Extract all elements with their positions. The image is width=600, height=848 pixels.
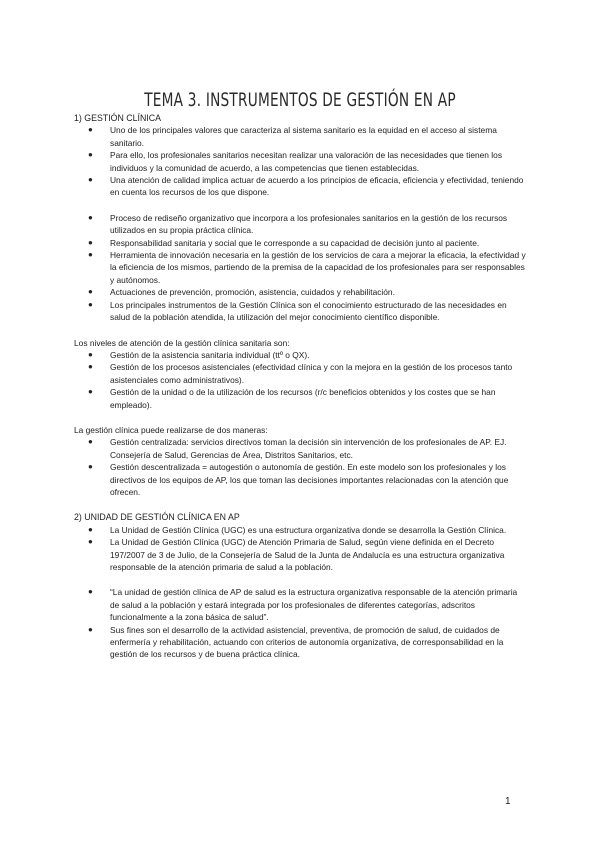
list-item: ● La Unidad de Gestión Clínica (UGC) es una estructura organizativa donde se desarrolla la Gestión Clínica.: [88, 524, 507, 535]
list-item: ● La Unidad de Gestión Clínica (UGC) de Atención Primaria de Salud, según viene definida en el Decreto 197/2007 de 3 de Julio, de la Consejería de Salud de la Junta de Andalucía es una estructura organizativa responsable de la atención primaria de salud a la población.: [88, 537, 505, 572]
list-item: ● Sus fines son el desarrollo de la actividad asistencial, preventiva, de promoción de salud, de cuidados de enfermería y rehabilitación, actuando con criterios de autonomía organizativa, de corresponsabilidad en la gestión de los recursos y de buena práctica clínica.: [88, 624, 504, 660]
bullet-icon: ●: [88, 624, 93, 634]
document-body: [74, 112, 526, 661]
list-item: ● Actuaciones de prevención, promoción, asistencia, cuidados y rehabilitación.: [88, 287, 395, 298]
bullet-icon: ●: [88, 125, 93, 135]
ways-intro: La gestión clínica puede realizarse de dos maneras:: [74, 424, 268, 435]
bullet-icon: ●: [88, 349, 93, 359]
list-item: ● Gestión centralizada: servicios directivos toman la decisión sin intervención de los profesionales de AP. EJ. Consejería de Salud, Gerencias de Área, Distritos Sanitarios, etc.: [88, 437, 507, 460]
spacer: [74, 199, 526, 212]
bullet-icon: ●: [88, 150, 93, 160]
bullet-list: [74, 124, 526, 198]
list-item: ● Proceso de rediseño organizativo que incorpora a los profesionales sanitarios en la gestión de los recursos utilizados en su propia práctica clínica.: [88, 212, 508, 236]
bullet-list: [74, 212, 526, 324]
list-item: ● Gestión de la unidad o de la utilización de los recursos (r/c beneficios obtenidos y los costes que se han empleado).: [88, 387, 496, 410]
bullet-list: [74, 349, 526, 411]
bullet-list: [74, 524, 526, 574]
list-item: ● Herramienta de innovación necesaria en la gestión de los servicios de cara a mejorar la eficacia, la efectividad y la eficiencia de los mismos, partiendo de la premisa de la capacidad de los profesionales para ser responsables y autónomos.: [88, 250, 526, 285]
section-heading-gestion-clinica: 1) GESTIÓN CLÍNICA: [74, 113, 162, 123]
bullet-icon: ●: [88, 250, 93, 260]
bullet-icon: ●: [88, 387, 93, 397]
bullet-icon: ●: [88, 237, 93, 247]
bullet-icon: ●: [88, 524, 93, 534]
list-item: ● Uno de los principales valores que caracteriza al sistema sanitario es la equidad en el acceso al sistema sanitario.: [88, 125, 497, 148]
levels-intro: Los niveles de atención de la gestión clínica sanitaria son:: [74, 337, 290, 348]
list-item: ● “La unidad de gestión clínica de AP de salud es la estructura organizativa responsable de la atención primaria de salud a la población y estará integrada por los profesionales de diferentes categorías, adscritos funcionalmente a la zona básica de salud”.: [88, 587, 518, 623]
spacer: [74, 324, 526, 337]
list-item: ● Los principales instrumentos de la Gestión Clínica son el conocimiento estructurado de las necesidades en salud de la población atendida, la utilización del mejor conocimiento científico disponible.: [88, 299, 507, 323]
page-number: 1: [505, 796, 511, 807]
bullet-icon: ●: [88, 462, 93, 472]
list-item: ● Gestión de los procesos asistenciales (efectividad clínica y con la mejora en la gestión de los procesos tanto asistenciales como administrativos).: [88, 362, 513, 385]
list-item: ● Para ello, los profesionales sanitarios necesitan realizar una valoración de las necesidades que tienen los individuos y la comunidad de acuerdo, a las competencias que tienen establecidas.: [88, 150, 503, 173]
bullet-icon: ●: [88, 212, 93, 222]
spacer: [74, 498, 526, 511]
page-title: TEMA 3. INSTRUMENTOS DE GESTIÓN EN AP: [144, 88, 456, 111]
spacer: [74, 411, 526, 424]
bullet-list: [74, 586, 526, 660]
list-item: ● Una atención de calidad implica actuar de acuerdo a los principios de eficacia, eficiencia y efectividad, teniendo en cuenta los recursos de los que dispone.: [88, 175, 524, 198]
list-item: ● Gestión de la asistencia sanitaria individual (ttº o QX).: [88, 349, 310, 360]
bullet-icon: ●: [88, 299, 93, 309]
bullet-icon: ●: [88, 287, 93, 297]
bullet-list: [74, 436, 526, 498]
bullet-icon: ●: [88, 362, 93, 372]
section-heading-unidad-gestion: 2) UNIDAD DE GESTIÓN CLÍNICA EN AP: [74, 512, 240, 523]
bullet-icon: ●: [88, 437, 93, 447]
list-item: ● Gestión descentralizada = autogestión o autonomía de gestión. En este modelo son los profesionales y los directivos de los equipos de AP, los que toman las decisiones importantes relacionadas con la atención que ofrecen.: [88, 462, 509, 497]
bullet-icon: ●: [88, 587, 93, 597]
bullet-icon: ●: [88, 537, 93, 547]
bullet-icon: ●: [88, 175, 93, 185]
list-item: ● Responsabilidad sanitaria y social que le corresponde a su capacidad de decisión junto al paciente.: [88, 237, 480, 248]
spacer: [74, 573, 526, 586]
